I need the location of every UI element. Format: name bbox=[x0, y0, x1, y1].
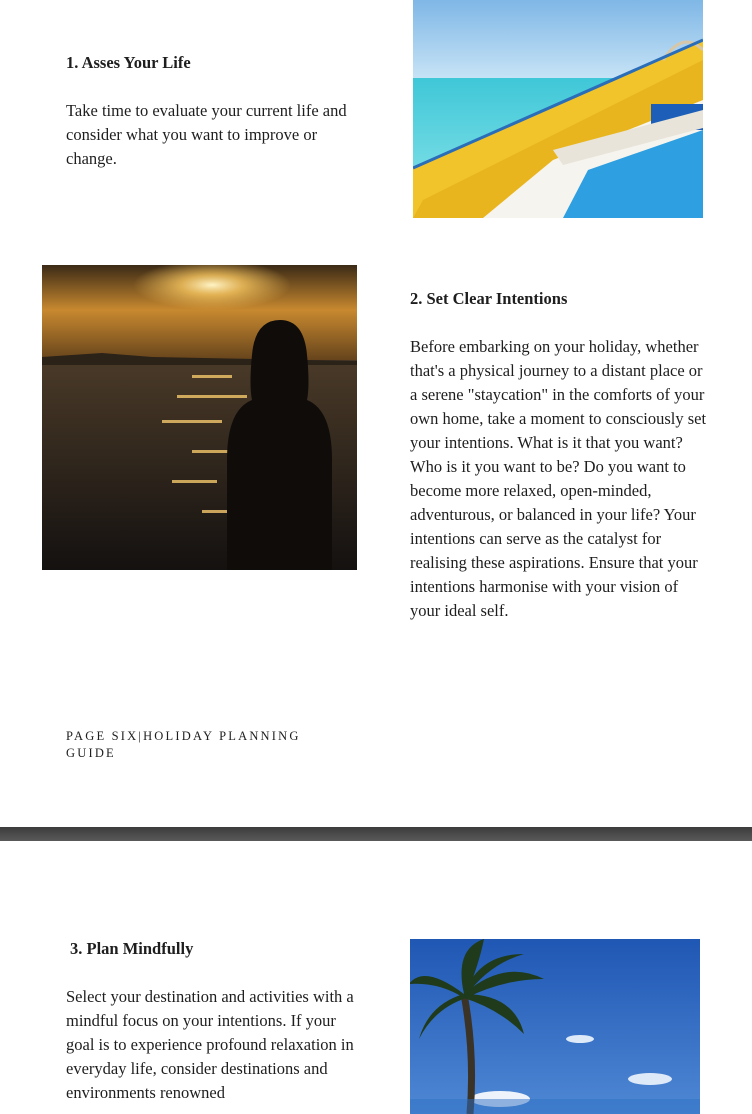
boat-photo bbox=[413, 0, 703, 218]
sunset-silhouette-photo bbox=[42, 265, 357, 570]
page-footer: PAGE SIX|HOLIDAY PLANNING GUIDE bbox=[66, 729, 301, 760]
palm-tree-photo bbox=[410, 939, 700, 1114]
document-page-seven bbox=[0, 841, 752, 1114]
section-2-body: Before embarking on your holiday, whether that's a physical journey to a distant place or a serene "staycation" in the comforts of your own home, take a moment to consciously set your intentions. What is it that you want? Who is it you want to be? Do you want to become more relaxed, open-minded, adventurous, or balanced in your life? Your intentions can serve as the catalyst for realising these aspirations. Ensure that your intentions harmonise with your vision of your ideal self. bbox=[410, 337, 707, 620]
section-1-body: Take time to evaluate your current life and consider what you want to improve or change. bbox=[66, 101, 347, 168]
section-3-heading: 3. Plan Mindfully bbox=[70, 939, 194, 958]
section-2-heading: 2. Set Clear Intentions bbox=[410, 289, 568, 308]
section-1-heading: 1. Asses Your Life bbox=[66, 53, 191, 72]
page-separator bbox=[0, 827, 752, 841]
section-3-body: Select your destination and activities with a mindful focus on your intentions. If your goal is to experience profound relaxation in everyday life, consider destinations and environments renowned bbox=[66, 987, 354, 1102]
